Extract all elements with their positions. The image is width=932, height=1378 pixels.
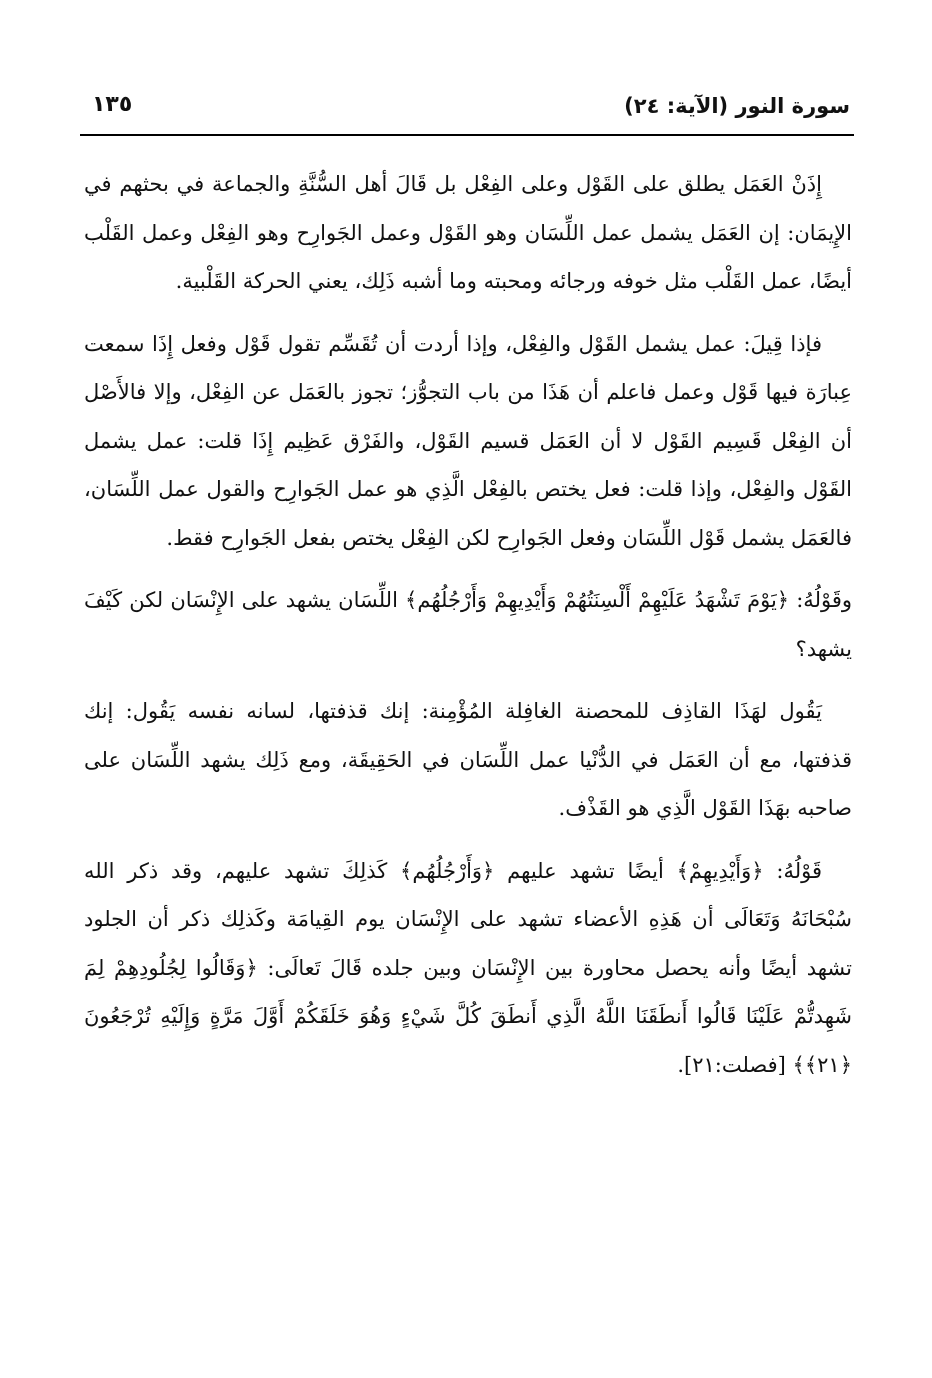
page-header xyxy=(92,88,850,128)
paragraph: قَوْلُهُ: ﴿وَأَيْدِيهِمْ﴾ أيضًا تشهد عليهم ﴿وَأَرْجُلُهُم﴾ كَذلِكَ تشهد عليهم، وقد ذكر الله سُبْحَانَهُ وَتَعَالَى أن هَذِهِ الأعضاء تشهد على الإِنْسَان يوم القِيامَة وكَذلِك ذكر أن الجلود تشهد أيضًا وأنه يحصل محاورة بين الإِنْسَان وبين جلده قَالَ تَعالَى: ﴿وَقَالُوا لِجُلُودِهِمْ لِمَ شَهِدتُّمْ عَلَيْنَا قَالُوا أَنطَقَنَا اللَّهُ الَّذِي أَنطَقَ كُلَّ شَيْءٍ وَهُوَ خَلَقَكُمْ أَوَّلَ مَرَّةٍ وَإِلَيْهِ تُرْجَعُونَ ﴿٢١﴾﴾ [فصلت:٢١]. xyxy=(84,858,852,1077)
paragraph: إِذَنْ العَمَل يطلق على القَوْل وعلى الفِعْل بل قَالَ أهل السُّنَّةِ والجماعة في بحثهم في الإِيمَان: إن العَمَل يشمل عمل اللِّسَان وهو القَوْل وعمل الجَوارِح وهو الفِعْل وعمل القَلْب أيضًا، عمل القَلْب مثل خوفه ورجائه ومحبته وما أشبه ذَلِك، يعني الحركة القَلْبية. xyxy=(84,172,852,293)
paragraph: وقَوْلُهُ: ﴿يَوْمَ تَشْهَدُ عَلَيْهِمْ أَلْسِنَتُهُمْ وَأَيْدِيهِمْ وَأَرْجُلُهُم﴾ اللِّسَان يشهد على الإِنْسَان لكن كَيْفَ يشهد؟ xyxy=(84,588,852,661)
running-title: سورة النور (الآية: ٢٤) xyxy=(624,94,850,118)
page-number: ١٣٥ xyxy=(92,92,133,117)
header-rule xyxy=(80,134,854,136)
paragraph: فإذا قِيلَ: عمل يشمل القَوْل والفِعْل، وإذا أردت أن تُقَسِّم تقول قَوْل وفعل إِذَا سمعت عِبارَة فيها قَوْل وعمل فاعلم أن هَذَا من باب التجوُّز؛ تجوز بالعَمَل عن الفِعْل، وإلا فالأَصْل أن الفِعْل قَسِيم القَوْل لا أن العَمَل قسيم القَوْل، والفَرْق عَظِيم إِذَا قلت: عمل يشمل القَوْل والفِعْل، وإذا قلت: فعل يختص بالفِعْل الَّذِي هو عمل الجَوارِح والقول عمل اللِّسَان، فالعَمَل يشمل قَوْل اللِّسَان وفعل الجَوارِح لكن الفِعْل يختص بفعل الجَوارِح فقط. xyxy=(84,331,852,550)
page-body xyxy=(84,160,852,1089)
paragraph: يَقُول لهَذَا القاذِف للمحصنة الغافِلة المُؤْمِنة: إنك قذفتها، لسانه نفسه يَقُول: إنك قذفتها، مع أن العَمَل في الدُّنْيا عمل اللِّسَان في الحَقِيقَة، ومع ذَلِك يشهد اللِّسَان على صاحبه بهَذَا القَوْل الَّذِي هو القَذْف. xyxy=(84,699,852,820)
